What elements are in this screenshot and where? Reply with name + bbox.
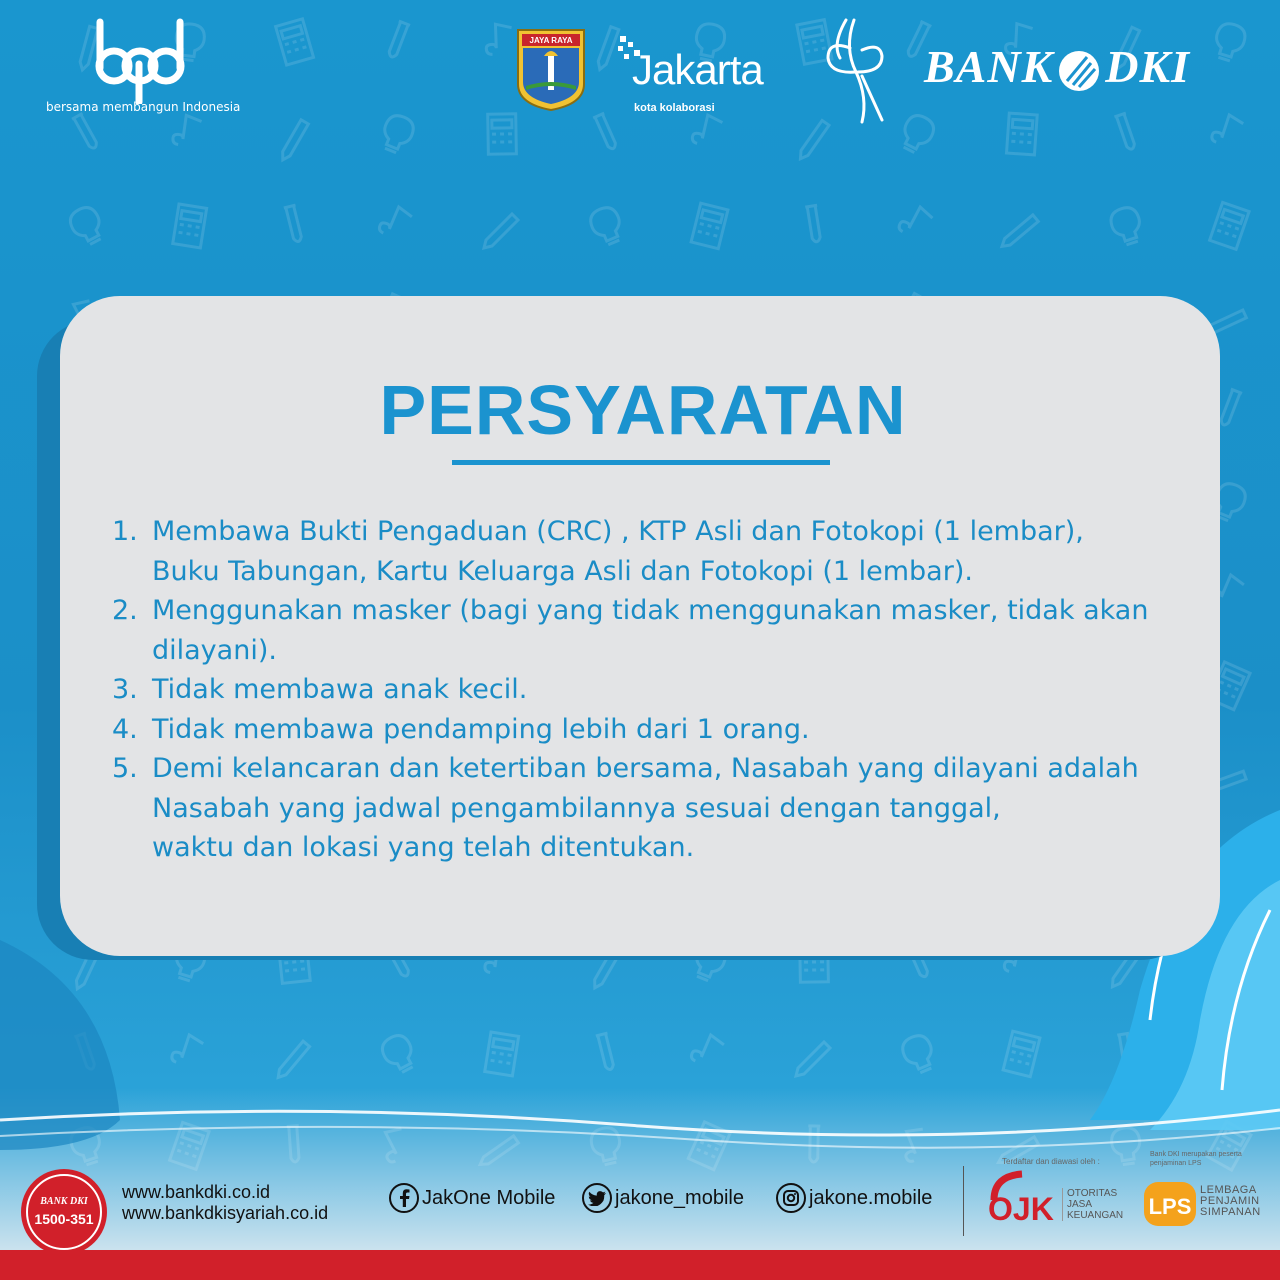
doodle-pencil-icon	[796, 1042, 830, 1076]
doodle-pencil-icon	[274, 118, 316, 160]
lps-logo-icon	[1142, 1178, 1198, 1230]
doodle-calc-icon	[276, 19, 314, 65]
list-item-number: 4.	[112, 713, 138, 745]
doodle-tube-icon	[72, 113, 100, 150]
doodle-tube-icon	[593, 113, 619, 151]
list-item	[108, 749, 1188, 868]
doodle-calc-icon	[691, 203, 728, 249]
footer-red-band	[0, 1250, 1280, 1280]
footer-divider	[963, 1166, 964, 1236]
lps-line: LEMBAGA	[1200, 1184, 1257, 1196]
list-item-text: waktu dan lokasi yang telah ditentukan.	[152, 832, 695, 863]
bpd-logo-icon	[92, 18, 188, 104]
crest-label: JAYA RAYA	[529, 36, 573, 45]
twitter-link[interactable]	[582, 1183, 744, 1213]
lps-line: PENJAMIN	[1200, 1195, 1260, 1207]
instagram-link[interactable]	[776, 1183, 932, 1213]
doodle-calc-icon	[485, 1032, 519, 1076]
list-item	[108, 512, 1188, 591]
doodle-calc-icon	[1210, 202, 1249, 249]
requirements-list	[108, 512, 1188, 868]
hotline-number: 1500-351	[34, 1211, 94, 1227]
title-underline	[452, 460, 830, 465]
ojk-logo-icon	[988, 1170, 1060, 1230]
bank-dki-emblem-icon	[1057, 49, 1101, 93]
doodle-bulb-icon	[66, 203, 108, 248]
bank-dki-logo-left: BANK	[924, 41, 1054, 92]
doodle-note-icon	[378, 203, 414, 241]
list-item-number: 5.	[112, 753, 138, 784]
doodle-tube-icon	[284, 205, 304, 243]
list-item-text: Tidak membawa anak kecil.	[152, 674, 528, 705]
doodle-pencil-icon	[275, 1041, 312, 1078]
ojk-line: KEUANGAN	[1067, 1210, 1124, 1221]
lps-line: SIMPANAN	[1200, 1206, 1261, 1218]
doodle-note-icon	[1210, 112, 1244, 149]
list-item	[108, 710, 1188, 750]
page-title: PERSYARATAN	[379, 371, 907, 449]
list-item	[108, 591, 1188, 670]
list-item-text: Demi kelancaran dan ketertiban bersama, Nasabah yang dilayani adalah	[152, 753, 1139, 784]
jakarta-wordmark: Jakarta	[632, 46, 763, 93]
list-item-text: Nasabah yang jadwal pengambilannya sesuai dengan tanggal,	[152, 792, 1001, 824]
list-item-text: Tidak membawa pendamping lebih dari 1 orang.	[152, 713, 810, 745]
list-item-text: Menggunakan masker (bagi yang tidak menggunakan masker, tidak akan	[152, 595, 1149, 626]
twitter-handle: jakone_mobile	[615, 1186, 744, 1209]
lps-caption: Bank DKI merupakan peserta penjaminan LPS	[1150, 1151, 1242, 1167]
instagram-handle: jakone.mobile	[809, 1186, 933, 1209]
list-item-number: 3.	[112, 674, 138, 705]
doodle-tube-icon	[1114, 113, 1137, 151]
doodle-tube-icon	[386, 21, 410, 59]
facebook-handle: JakOne Mobile	[422, 1186, 556, 1209]
ojk-mark: OJK	[988, 1191, 1054, 1227]
doodle-pencil-icon	[1002, 212, 1039, 249]
jakarta-tagline: kota kolaborasi	[634, 102, 715, 114]
doodle-note-icon	[897, 202, 934, 241]
website-link-bankdki[interactable]: www.bankdki.co.id	[122, 1182, 271, 1202]
doodle-bulb-icon	[896, 111, 937, 156]
website-link-bankdkisyariah[interactable]: www.bankdkisyariah.co.id	[122, 1203, 329, 1223]
list-item-text: Membawa Bukti Pengaduan (CRC) , KTP Asli dan Fotokopi (1 lembar),	[152, 516, 1084, 547]
ojk-line: OTORITAS	[1067, 1188, 1118, 1199]
ojk-line: JASA	[1067, 1199, 1093, 1210]
doodle-note-icon	[691, 113, 723, 148]
list-item-text: dilayani).	[152, 634, 277, 666]
doodle-bulb-icon	[587, 204, 627, 248]
doodle-tube-icon	[596, 1033, 616, 1071]
doodle-pencil-icon	[484, 214, 518, 248]
doodle-note-icon	[172, 114, 202, 147]
ojk-text	[1062, 1188, 1123, 1221]
doodle-bulb-icon	[1211, 21, 1248, 64]
bank-dki-logo	[924, 40, 1190, 93]
doodle-bulb-icon	[899, 1032, 939, 1076]
jakarta-crest-icon	[514, 26, 588, 112]
list-item-number: 1.	[112, 516, 138, 547]
list-item-text: Buku Tabungan, Kartu Keluarga Asli dan Fotokopi (1 lembar).	[152, 555, 973, 587]
doodle-bulb-icon	[378, 1031, 420, 1076]
doodle-bulb-icon	[1108, 204, 1146, 247]
doodle-pencil-icon	[795, 119, 834, 158]
bpd-tagline: bersama membangun Indonesia	[46, 100, 241, 114]
hotline-badge-icon	[18, 1166, 110, 1258]
doodle-tube-icon	[805, 205, 822, 242]
facebook-link[interactable]	[389, 1183, 555, 1213]
bank-dki-logo-right: DKI	[1105, 41, 1191, 92]
facebook-icon	[389, 1183, 419, 1213]
hotline-brand: BANK DKI	[40, 1196, 88, 1207]
instagram-icon	[776, 1183, 806, 1213]
list-item-number: 2.	[112, 595, 138, 626]
doodle-note-icon	[690, 1031, 726, 1069]
doodle-calc-icon	[173, 204, 207, 248]
doodle-calc-icon	[488, 114, 517, 154]
doodle-calc-icon	[1006, 113, 1037, 155]
lps-mark: LPS	[1148, 1194, 1192, 1219]
twitter-icon	[582, 1183, 612, 1213]
ojk-caption: Terdaftar dan diawasi oleh :	[1002, 1157, 1100, 1166]
lps-text	[1200, 1185, 1261, 1218]
anniversary-monogram-icon	[822, 18, 888, 124]
list-item	[108, 670, 1188, 710]
doodle-bulb-icon	[378, 112, 417, 156]
doodle-note-icon	[485, 24, 512, 55]
decorative-wave-bottom	[0, 1080, 1280, 1160]
